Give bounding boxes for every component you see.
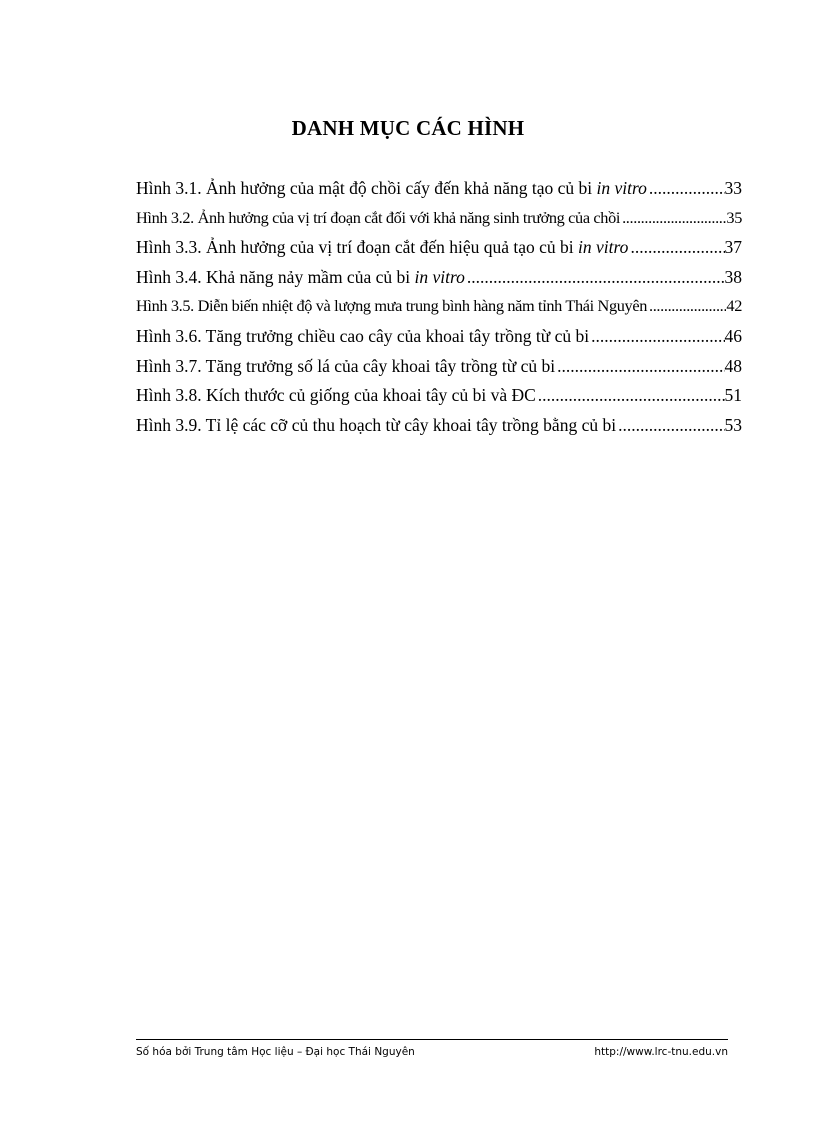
toc-entry [136, 385, 742, 415]
figure-list [136, 178, 742, 444]
entry-text: Hình 3.6. Tăng trưởng chiều cao cây của khoai tây trồng từ củ bi [136, 325, 590, 346]
page-number: 38 [724, 266, 742, 287]
dot-leader [620, 208, 726, 228]
entry-text: Hình 3.3. Ảnh hưởng của vị trí đoạn cắt đến hiệu quả tạo củ bi [136, 237, 579, 258]
entry-italic-text: in vitro [414, 266, 465, 287]
page-number: 46 [724, 325, 742, 346]
page-number: 33 [724, 178, 742, 198]
entry-text: Hình 3.2. Ảnh hưởng của vị trí đoạn cắt đối với khả năng sinh trưởng của chồi [136, 207, 621, 227]
page-number: 35 [726, 207, 742, 227]
entry-text: Hình 3.1. Ảnh hưởng của mật độ chồi cấy đến khả năng tạo củ bi [136, 178, 597, 198]
toc-entry [136, 208, 742, 238]
page-title: DANH MỤC CÁC HÌNH [291, 116, 525, 140]
dot-leader [616, 415, 724, 436]
dot-leader [628, 237, 724, 258]
entry-text: Hình 3.9. Tỉ lệ các cỡ củ thu hoạch từ cây khoai tây trồng bằng củ bi [136, 414, 617, 435]
page-number: 51 [724, 385, 742, 406]
toc-entry [136, 267, 742, 297]
footer-url: http://www.lrc-tnu.edu.vn [594, 1046, 728, 1058]
dot-leader [589, 326, 724, 347]
dot-leader [536, 385, 725, 406]
toc-entry [136, 415, 742, 445]
entry-text: Hình 3.7. Tăng trưởng số lá của cây khoai tây trồng từ củ bi [136, 355, 556, 376]
entry-italic-text: in vitro [596, 178, 647, 198]
dot-leader [647, 178, 725, 199]
entry-text: Hình 3.4. Khả năng nảy mầm của củ bi [136, 266, 415, 287]
footer [136, 1046, 728, 1058]
page-number: 37 [724, 237, 742, 258]
entry-text: Hình 3.5. Diễn biến nhiệt độ và lượng mưa trung bình hàng năm tỉnh Thái Nguyên [136, 296, 647, 316]
toc-entry [136, 178, 742, 208]
toc-entry [136, 326, 742, 356]
toc-entry [136, 296, 742, 326]
footer-divider [136, 1039, 728, 1040]
dot-leader [465, 267, 725, 288]
dot-leader [647, 296, 726, 316]
page-number: 48 [724, 355, 742, 376]
entry-italic-text: in vitro [578, 237, 629, 258]
footer-source: Số hóa bởi Trung tâm Học liệu – Đại học Thái Nguyên [136, 1046, 415, 1058]
toc-entry [136, 237, 742, 267]
page-number: 42 [726, 296, 742, 316]
entry-text: Hình 3.8. Kích thước củ giống của khoai tây củ bi và ĐC [136, 385, 536, 406]
page-number: 53 [724, 414, 742, 435]
dot-leader [555, 356, 724, 377]
toc-entry [136, 356, 742, 386]
